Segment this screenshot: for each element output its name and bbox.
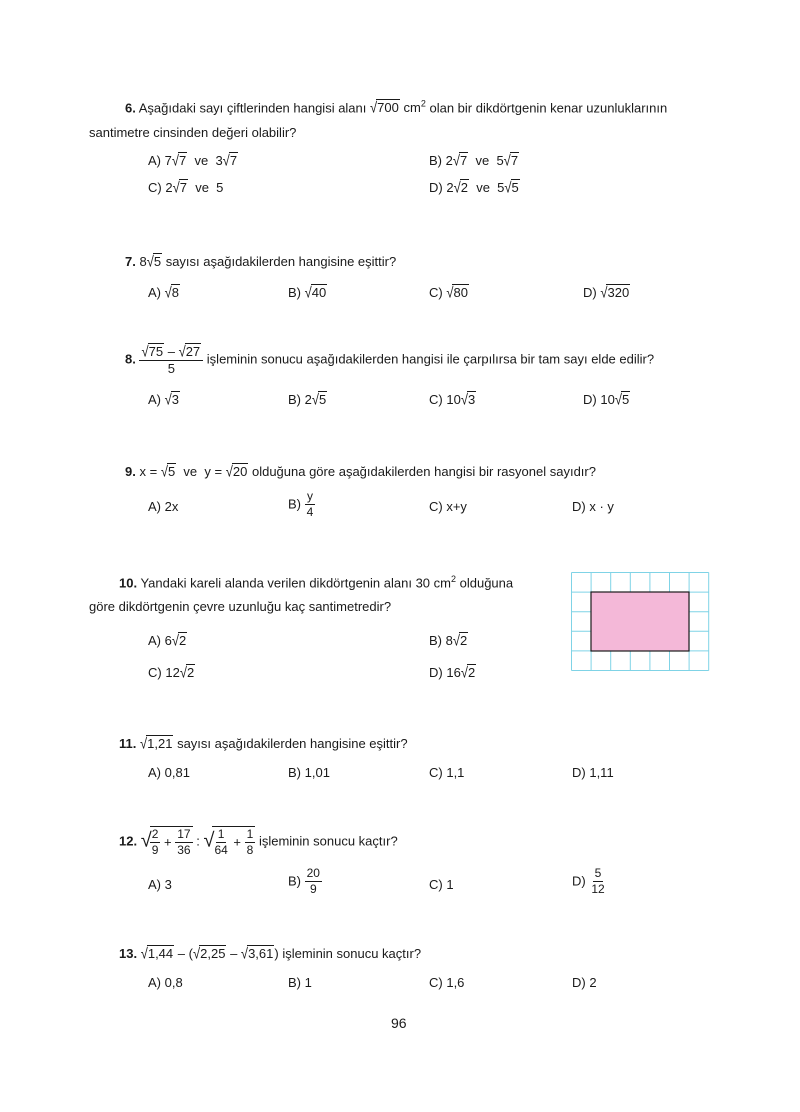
q9-option-b[interactable]: B) $\frac{y}{4}$ — [288, 489, 314, 519]
q8-option-a[interactable]: A) √3 — [148, 390, 179, 409]
q13-option-c[interactable]: C) 1,6 — [429, 975, 465, 990]
q8-stem: 8. $\frac{√75 - √27}{5}$ işleminin sonucu aşağıdakilerden hangisi ile çarpılırsa bir tam sayı elde edilir? — [125, 342, 655, 376]
q11-option-a[interactable]: A) 0,81 — [148, 765, 190, 780]
q11-radical: √1,21 — [139, 734, 173, 753]
q11-option-b[interactable]: B) 1,01 — [288, 765, 330, 780]
pink-rectangle — [591, 592, 689, 651]
q8-option-d[interactable]: D) 10√5 — [583, 390, 630, 409]
q9-option-c[interactable]: C) x+y — [429, 499, 467, 514]
q12-stem: 12. √ $\frac{2}{9}$ + $\frac{17}{36}$ : √ $\frac{1}{64}$ + $\frac{1}{8}$ işleminin sonucu kaçtır? — [119, 827, 398, 857]
q6-unit: $cm^2$ — [403, 99, 426, 116]
q7-radical: √5 — [146, 252, 162, 271]
q10-option-c[interactable]: C) 12√2 — [148, 663, 195, 682]
q13-number: 13. — [119, 946, 138, 961]
q10-number: 10. — [119, 575, 138, 591]
q6-number: 6. — [125, 100, 136, 116]
q6-option-c[interactable]: C) 2√7 ve 5 — [148, 178, 224, 197]
q12-right-radical: $\frac{1}{64}$ + $\frac{1}{8}$ — [214, 827, 254, 857]
q12-option-c[interactable]: C) 1 — [429, 877, 454, 892]
q12-option-d[interactable]: D) $\frac{5}{12}$ — [572, 866, 605, 896]
q12-left-radical: $\frac{2}{9}$ + $\frac{17}{36}$ — [151, 827, 191, 857]
q8-number: 8. — [125, 351, 136, 367]
q6-stem-line1 — [125, 99, 667, 115]
q6-text-b: olan bir dikdörtgenin kenar uzunluklarının — [429, 100, 668, 116]
q8-fraction: $\frac{√75 - √27}{5}$ — [139, 343, 203, 375]
q8-option-c[interactable]: C) 10√3 — [429, 390, 476, 409]
q6-text-c: santimetre cinsinden değeri olabilir? — [89, 125, 297, 140]
q12-number: 12. — [119, 833, 138, 849]
q7-option-b[interactable]: B) √40 — [288, 283, 327, 302]
q10-stem-line1: 10. Yandaki kareli alanda verilen dikdörtgenin alanı 30 $cm^2$ olduğuna — [119, 574, 514, 591]
q7-number: 7. — [125, 254, 136, 269]
q11-option-c[interactable]: C) 1,1 — [429, 765, 465, 780]
q6-option-a[interactable]: A) 7√7 ve 3√7 — [148, 151, 238, 170]
q7-option-d[interactable]: D) √320 — [583, 283, 630, 302]
q10-option-d[interactable]: D) 16√2 — [429, 663, 476, 682]
q6-option-b[interactable]: B) 2√7 ve 5√7 — [429, 151, 519, 170]
q10-option-a[interactable]: A) 6√2 — [148, 631, 187, 650]
q8-option-b[interactable]: B) 2√5 — [288, 390, 327, 409]
q6-radical: √700 — [370, 99, 399, 117]
q9-option-a[interactable]: A) 2x — [148, 499, 179, 514]
q13-option-b[interactable]: B) 1 — [288, 975, 312, 990]
q9-option-d[interactable]: D) x · y — [572, 499, 614, 514]
q11-number: 11. — [119, 736, 137, 751]
q12-option-b[interactable]: B) $\frac{20}{9}$ — [288, 866, 320, 896]
q9-stem: 9. x = √5 ve y = √20 olduğuna göre aşağıdakilerden hangisi bir rasyonel sayıdır? — [125, 462, 596, 481]
q12-option-a[interactable]: A) 3 — [148, 877, 172, 892]
q10-grid-figure — [570, 571, 712, 671]
q13-option-a[interactable]: A) 0,8 — [148, 975, 183, 990]
q6-text-a: Aşağıdaki sayı çiftlerinden hangisi alanı — [138, 100, 367, 116]
q7-option-c[interactable]: C) √80 — [429, 283, 468, 302]
page-number: 96 — [391, 1015, 407, 1031]
q13-stem: 13. √1,44 – (√2,25 – √3,61) işleminin sonucu kaçtır? — [119, 944, 422, 963]
q11-stem: 11. √1,21 sayısı aşağıdakilerden hangisine eşittir? — [119, 734, 408, 753]
q13-option-d[interactable]: D) 2 — [572, 975, 597, 990]
q10-option-b[interactable]: B) 8√2 — [429, 631, 468, 650]
q10-text-c: göre dikdörtgenin çevre uzunluğu kaç santimetredir? — [89, 599, 392, 614]
q7-stem: 7. 8√5 sayısı aşağıdakilerden hangisine eşittir? — [125, 252, 397, 271]
q6-option-d[interactable]: D) 2√2 ve 5√5 — [429, 178, 519, 197]
q7-option-a[interactable]: A) √8 — [148, 283, 179, 302]
q9-number: 9. — [125, 464, 136, 479]
q11-option-d[interactable]: D) 1,11 — [572, 765, 614, 780]
